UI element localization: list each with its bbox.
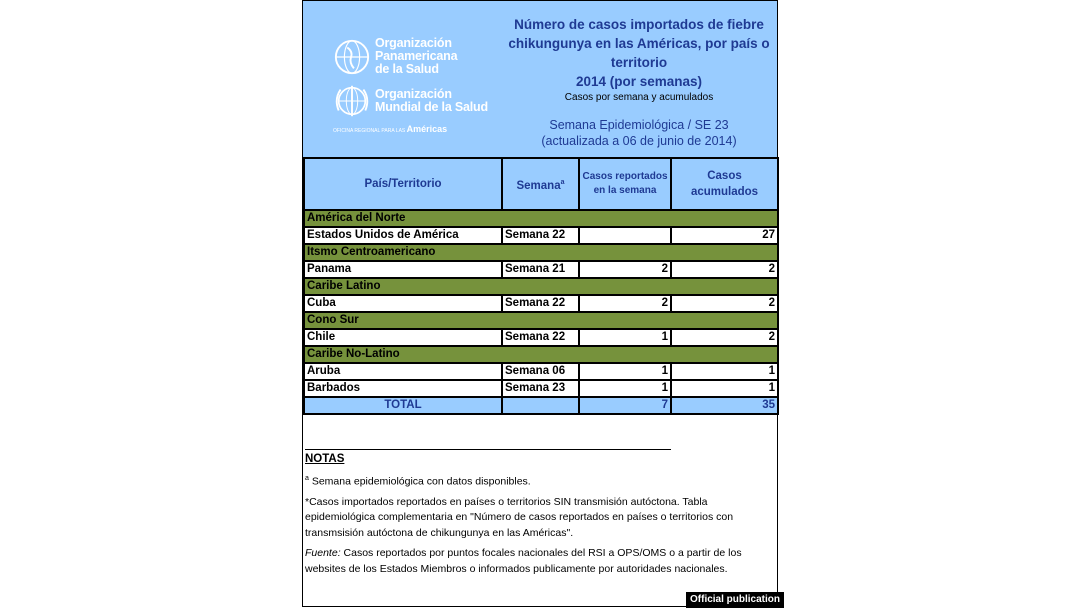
table-body	[304, 210, 778, 414]
week-cases-cell: 1	[579, 329, 671, 346]
region-row	[304, 210, 778, 227]
col-week-label: Semana	[516, 179, 561, 192]
note-a-text: Semana epidemiológica con datos disponibles.	[308, 475, 531, 487]
paho-globe-icon	[333, 38, 371, 76]
who-name-line2: Mundial de la Salud	[375, 100, 488, 114]
epi-week-line: Semana Epidemiológica / SE 23	[549, 118, 729, 132]
title-line-4: 2014 (por semanas)	[575, 74, 703, 89]
total-label: TOTAL	[304, 397, 502, 414]
total-week-empty	[502, 397, 579, 414]
source-note	[305, 546, 775, 577]
table-row	[304, 227, 778, 244]
week-cases-cell	[579, 227, 671, 244]
cumulative-cases-cell: 1	[671, 380, 778, 397]
report-title-block	[501, 15, 777, 149]
title-line-3: territorio	[610, 55, 668, 70]
table-row	[304, 363, 778, 380]
week-cases-cell: 1	[579, 380, 671, 397]
region-name: Cono Sur	[304, 312, 778, 329]
region-name: Caribe No-Latino	[304, 346, 778, 363]
region-name: América del Norte	[304, 210, 778, 227]
cumulative-cases-cell: 2	[671, 261, 778, 278]
total-row	[304, 397, 778, 414]
cumulative-cases-cell: 1	[671, 363, 778, 380]
week-cell: Semana 22	[502, 227, 579, 244]
week-cell: Semana 23	[502, 380, 579, 397]
epi-week-info	[501, 117, 777, 149]
who-emblem-icon	[333, 82, 371, 120]
cumulative-cases-cell: 2	[671, 295, 778, 312]
cases-table	[303, 157, 779, 415]
region-name: Caribe Latino	[304, 278, 778, 295]
country-cell: Chile	[304, 329, 502, 346]
note-a	[305, 471, 775, 490]
region-row	[304, 312, 778, 329]
total-cumulative-cases: 35	[671, 397, 778, 414]
paho-name-line1: Organización	[375, 36, 452, 50]
region-row	[304, 278, 778, 295]
col-header-country: País/Territorio	[304, 158, 502, 210]
regional-big-text: Américas	[406, 124, 448, 134]
table-row	[304, 380, 778, 397]
organization-logos	[333, 37, 503, 147]
col-header-week-cases: Casos reportados en la semana	[579, 158, 671, 210]
col-week-sup: a	[560, 178, 565, 186]
paho-name-line2: Panamericana	[375, 49, 458, 63]
cumulative-cases-cell: 2	[671, 329, 778, 346]
region-name: Itsmo Centroamericano	[304, 244, 778, 261]
week-cell: Semana 22	[502, 329, 579, 346]
notes-divider	[305, 449, 671, 450]
table-row	[304, 261, 778, 278]
total-week-cases: 7	[579, 397, 671, 414]
table-row	[304, 329, 778, 346]
week-cases-cell: 2	[579, 261, 671, 278]
header-banner	[303, 1, 777, 159]
region-row	[304, 244, 778, 261]
title-line-1: Número de casos importados de fiebre	[514, 17, 764, 32]
document-sheet	[302, 0, 778, 607]
table-row	[304, 295, 778, 312]
title-line-2: chikungunya en las Américas, por país o	[508, 36, 770, 51]
notes-heading: NOTAS	[305, 453, 345, 465]
regional-office-label	[333, 124, 503, 134]
source-text: Casos reportados por puntos focales nacionales del RSI a OPS/OMS o a partir de los websites de los Estados Miembros o informados publicamente por autoridades nacionales.	[305, 547, 742, 575]
country-cell: Aruba	[304, 363, 502, 380]
source-label: Fuente:	[305, 547, 341, 559]
week-cell: Semana 22	[502, 295, 579, 312]
paho-name-line3: de la Salud	[375, 62, 439, 76]
update-date-line: (actualizada a 06 de junio de 2014)	[541, 134, 737, 148]
note-b: *Casos importados reportados en países o territorios SIN transmisión autóctona. Tabla epidemiológica complementaria en "Número de casos reportados en países o territorios con transmsisión autóctona de chikungunya en las Américas".	[305, 495, 734, 539]
country-cell: Estados Unidos de América	[304, 227, 502, 244]
notes-section	[305, 449, 775, 582]
cumulative-cases-cell: 27	[671, 227, 778, 244]
week-cell: Semana 06	[502, 363, 579, 380]
region-row	[304, 346, 778, 363]
who-name-line1: Organización	[375, 87, 452, 101]
week-cases-cell: 1	[579, 363, 671, 380]
table-header-row	[304, 158, 778, 210]
col-header-cumulative: Casos acumulados	[671, 158, 778, 210]
week-cell: Semana 21	[502, 261, 579, 278]
week-cases-cell: 2	[579, 295, 671, 312]
country-cell: Cuba	[304, 295, 502, 312]
col-header-week	[502, 158, 579, 210]
note-a-sup: a	[305, 474, 309, 482]
report-subtitle: Casos por semana y acumulados	[564, 92, 714, 103]
regional-small-text: OFICINA REGIONAL PARA LAS	[333, 128, 406, 134]
country-cell: Panama	[304, 261, 502, 278]
country-cell: Barbados	[304, 380, 502, 397]
official-publication-badge: Official publication	[686, 592, 784, 608]
